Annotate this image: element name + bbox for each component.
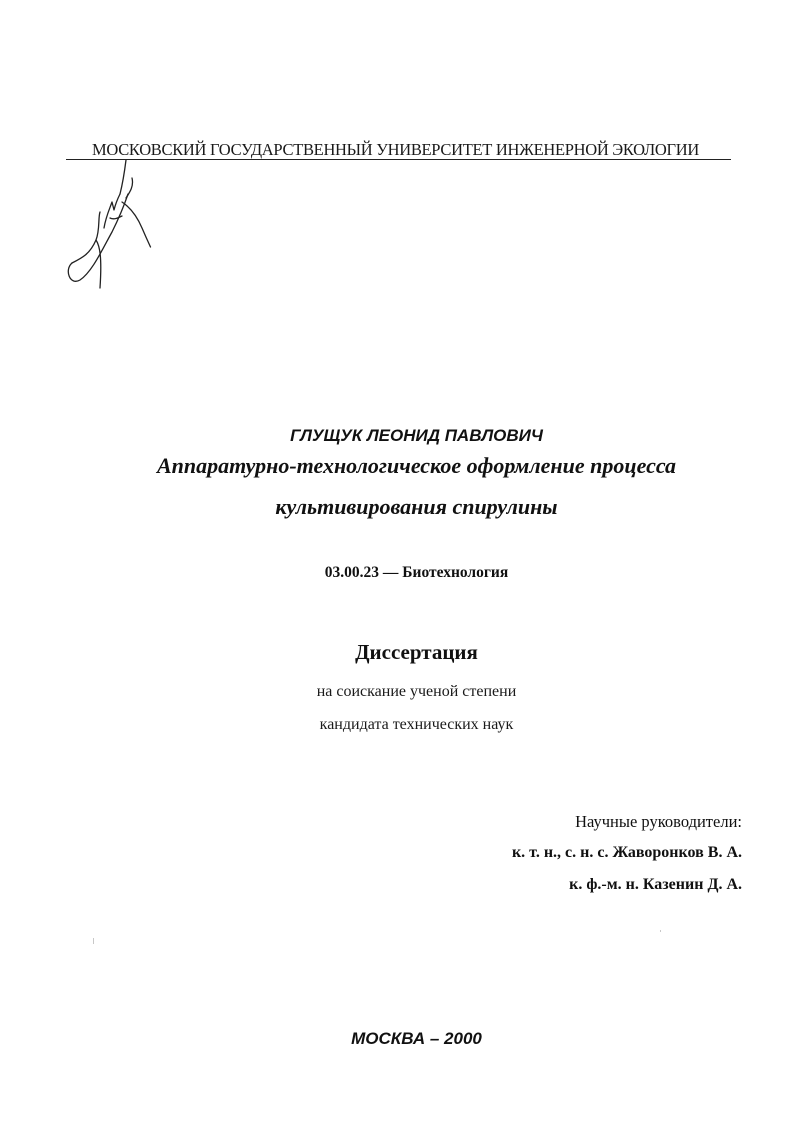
supervisors-heading: Научные руководители: <box>575 812 742 831</box>
scan-speck <box>93 938 94 944</box>
supervisor-2: к. ф.-м. н. Казенин Д. А. <box>569 876 742 893</box>
degree-line-2: кандидата технических наук <box>319 716 514 733</box>
city-year: МОСКВА – 2000 <box>351 1029 482 1048</box>
handwritten-signature <box>62 158 162 298</box>
university-name: МОСКОВСКИЙ ГОСУДАРСТВЕННЫЙ УНИВЕРСИТЕТ ИНЖЕНЕРНОЙ ЭКОЛОГИИ <box>92 140 699 159</box>
specialty-code: 03.00.23 — Биотехнология <box>324 564 509 581</box>
document-type: Диссертация <box>355 640 478 664</box>
degree-line-1: на соискание ученой степени <box>316 683 517 700</box>
author-name: ГЛУЩУК ЛЕОНИД ПАВЛОВИЧ <box>290 426 543 445</box>
supervisor-1: к. т. н., с. н. с. Жаворонков В. А. <box>511 844 742 861</box>
dissertation-title-line-2: культивирования спирулины <box>275 494 558 519</box>
scan-speck <box>660 930 661 932</box>
dissertation-title-line-1: Аппаратурно-технологическое оформление процесса <box>156 453 677 478</box>
header-rule <box>66 159 731 160</box>
